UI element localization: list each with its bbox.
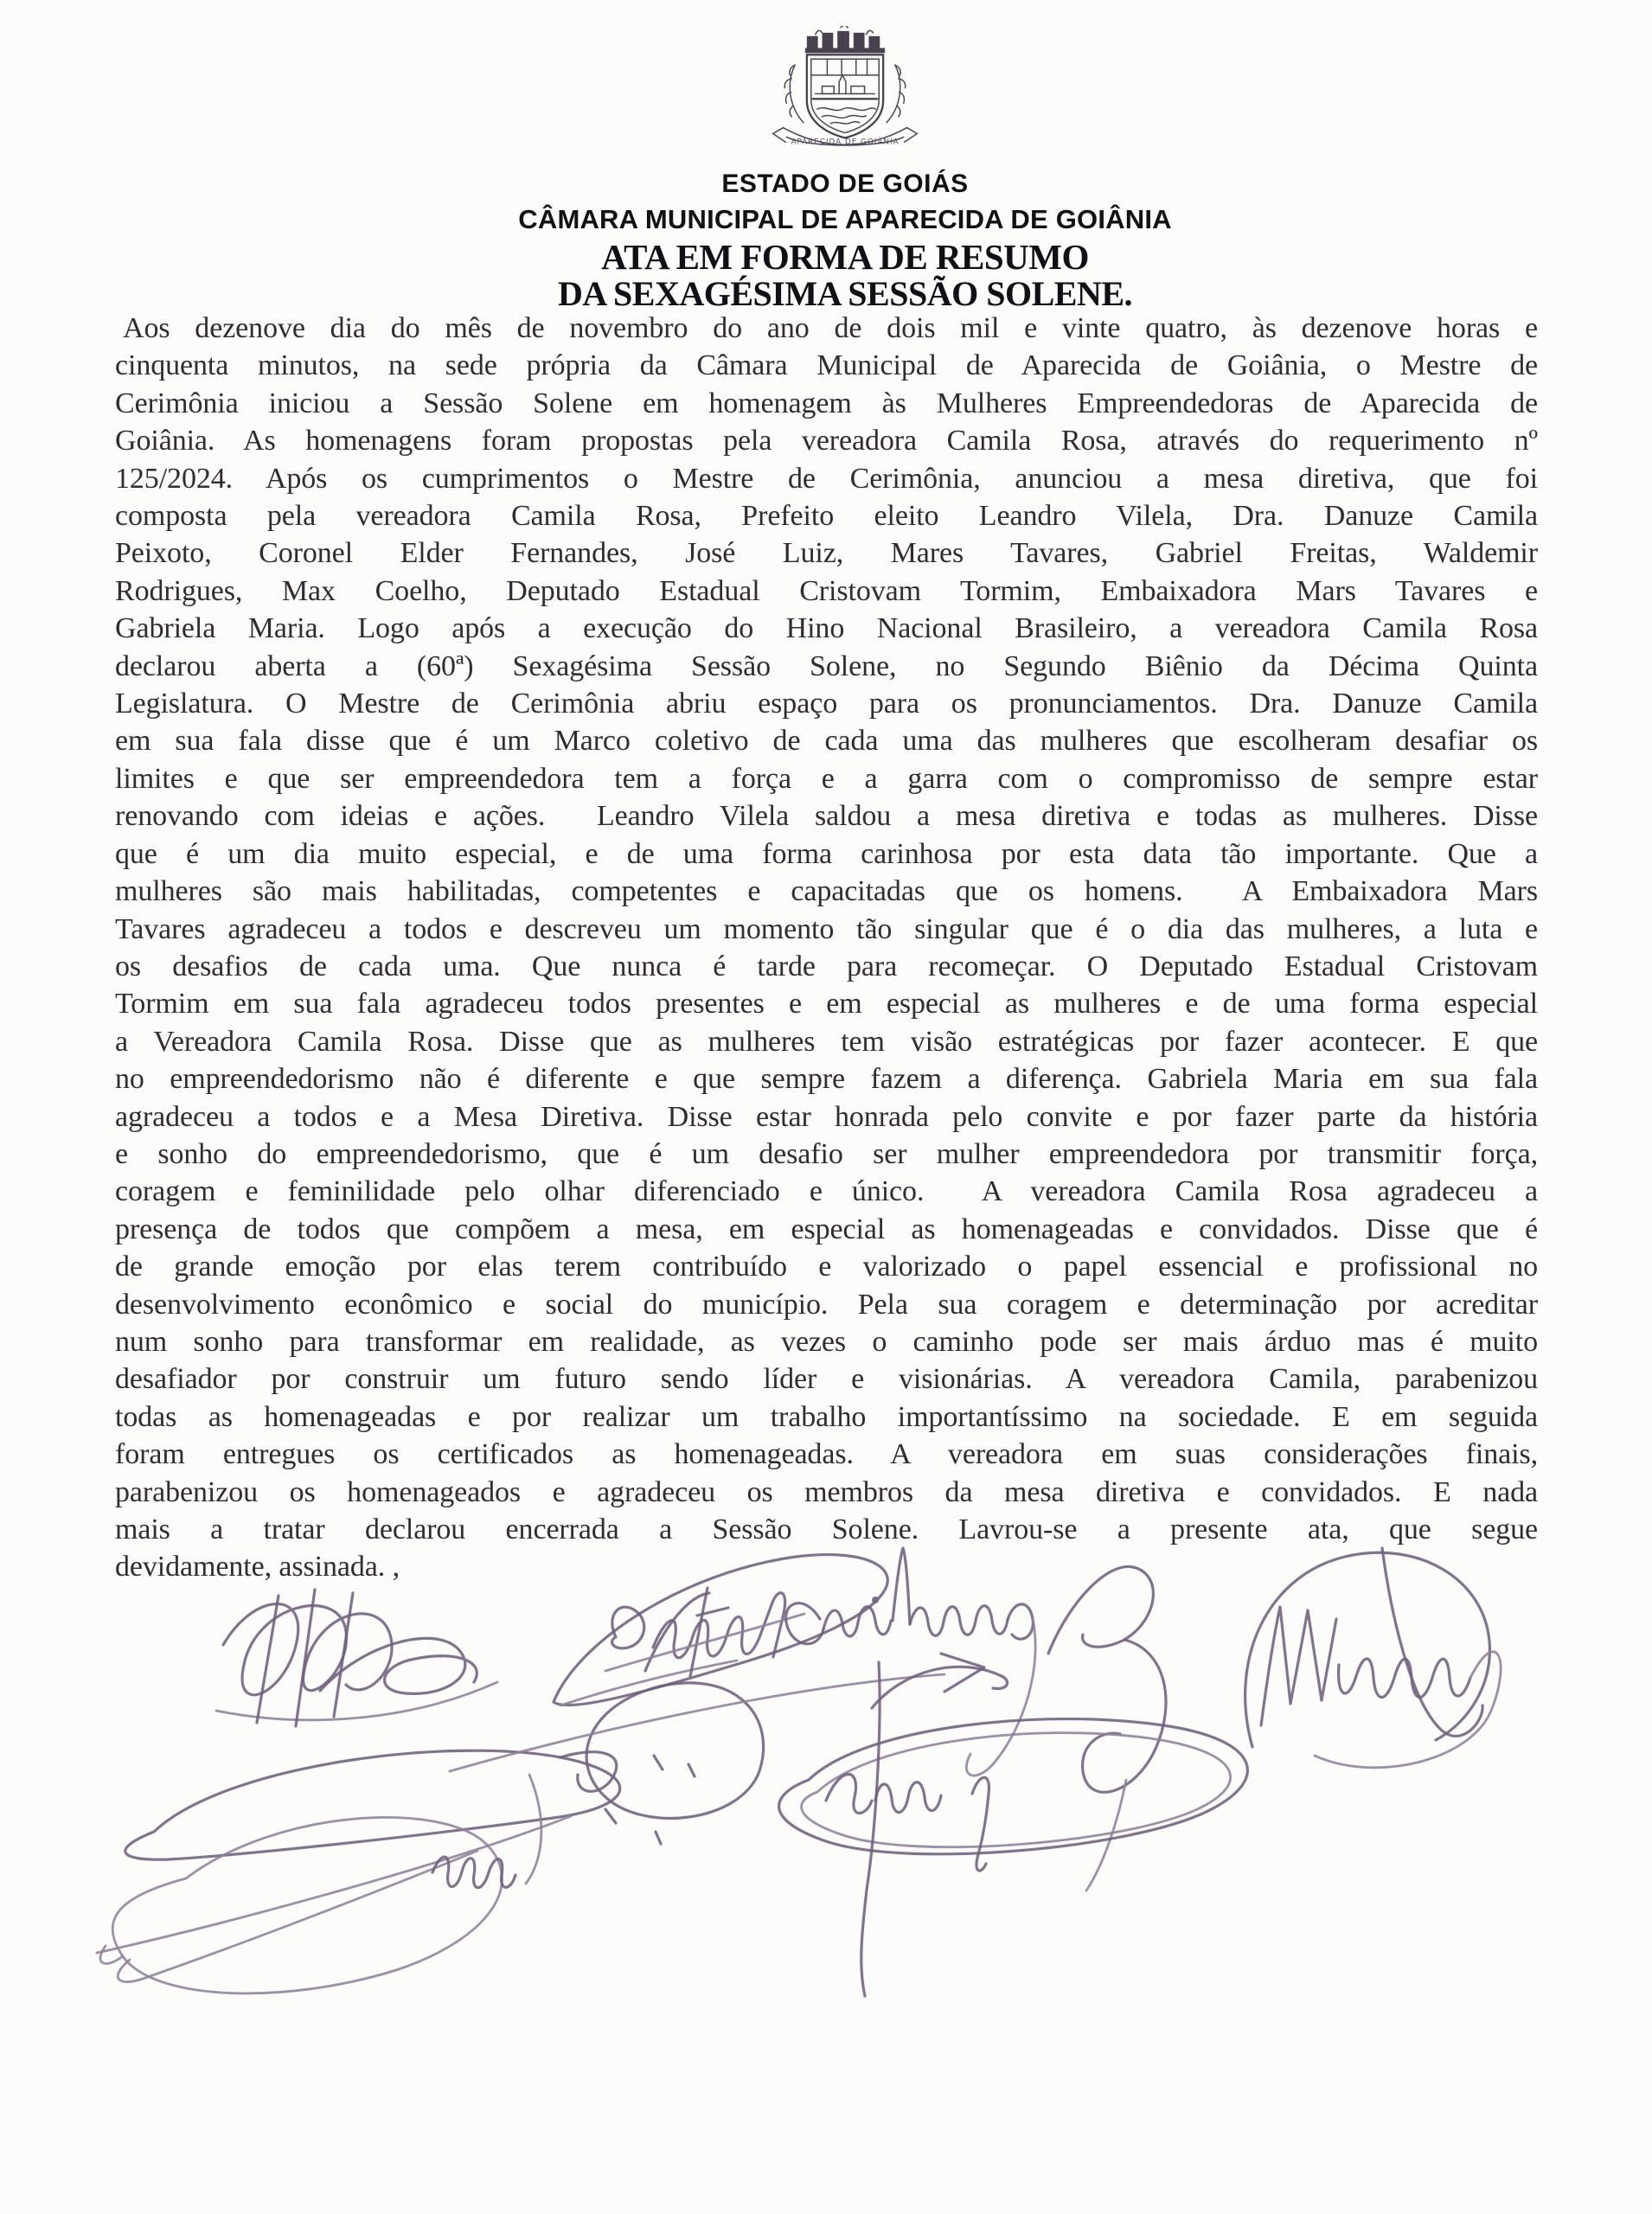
body-text-line: Peixoto, Coronel Elder Fernandes, José Luiz, Mares Tavares, Gabriel Freitas, Waldemir	[115, 537, 1538, 570]
minutes-text	[115, 310, 1538, 1586]
body-text-line: no empreendedorismo não é diferente e que sempre fazem a diferença. Gabriela Maria em sua fala	[115, 1063, 1538, 1096]
body-text-line: composta pela vereadora Camila Rosa, Prefeito eleito Leandro Vilela, Dra. Danuze Camila	[115, 500, 1538, 533]
body-text-line: Tavares agradeceu a todos e descreveu um momento tão singular que é o dia das mulheres, a luta e	[115, 912, 1538, 945]
body-text-line: num sonho para transformar em realidade, as vezes o caminho pode ser mais árduo mas é muito	[115, 1325, 1538, 1358]
body-text-line: mais a tratar declarou encerrada a Sessão Solene. Lavrou-se a presente ata, que segue	[115, 1513, 1538, 1545]
body-text-line: devidamente, assinada. ,	[115, 1551, 400, 1584]
signature-scribble-1	[216, 1590, 497, 1726]
body-text-line: Legislatura. O Mestre de Cerimônia abriu espaço para os pronunciamentos. Dra. Danuze Camila	[115, 688, 1538, 720]
body-text-line: Goiânia. As homenagens foram propostas pela vereadora Camila Rosa, através do requerimento nº	[115, 425, 1538, 458]
body-text-line: Rodrigues, Max Coelho, Deputado Estadual Cristovam Tormim, Embaixadora Mars Tavares e	[115, 574, 1538, 607]
body-text-line: parabenizou os homenageados e agradeceu os membros da mesa diretiva e convidados. E nada	[115, 1475, 1538, 1508]
body-text-line: em sua fala disse que é um Marco coletivo de cada uma das mulheres que escolheram desafiar os	[115, 725, 1538, 758]
document-title-line2: DA SEXAGÉSIMA SESSÃO SOLENE.	[557, 274, 1132, 313]
body-text-line: limites e que ser empreendedora tem a força e a garra com o compromisso de sempre estar	[115, 762, 1538, 795]
body-text-line: coragem e feminilidade pelo olhar diferenciado e único. A vereadora Camila Rosa agradeceu a	[115, 1175, 1538, 1208]
body-text-line: e sonho do empreendedorismo, que é um desafio ser mulher empreendedora por transmitir força,	[115, 1137, 1538, 1170]
body-text-line: Cerimônia iniciou a Sessão Solene em homenagem às Mulheres Empreendedoras de Aparecida de	[115, 387, 1538, 419]
crest-ribbon-text: APARECIDA DE GOIÂNIA	[791, 138, 900, 147]
signature-scribble-6	[1245, 1548, 1501, 1768]
body-text-line: presença de todos que compõem a mesa, em especial as homenageadas e convidados. Disse que é	[115, 1213, 1538, 1245]
body-text-line: de grande emoção por elas terem contribuído e valorizado o papel essencial e profissional no	[115, 1251, 1538, 1283]
body-text-line: Tormim em sua fala agradeceu todos presentes e em especial as mulheres e de uma forma especial	[115, 988, 1538, 1021]
body-text-line: todas as homenageadas e por realizar um trabalho importantíssimo na sociedade. E em seguida	[115, 1400, 1538, 1433]
letterhead	[19, 26, 1652, 313]
body-text-line: os desafios de cada uma. Que nunca é tarde para recomeçar. O Deputado Estadual Cristovam	[115, 950, 1538, 982]
signature-scribble-3	[605, 1588, 804, 1676]
body-text-line: desafiador por construir um futuro sendo líder e visionárias. A vereadora Camila, parabenizou	[115, 1363, 1538, 1396]
signatures-block	[0, 1539, 1652, 2041]
state-name: ESTADO DE GOIÁS	[721, 170, 969, 198]
body-text-line: desenvolvimento econômico e social do município. Pela sua coragem e determinação por acreditar	[115, 1288, 1538, 1321]
signature-scribble-9	[526, 1662, 1247, 1996]
signature-scribble-4	[786, 1548, 1036, 1776]
body-text-line: Aos dezenove dia do mês de novembro do ano de dois mil e vinte quatro, às dezenove horas e	[123, 312, 1538, 344]
body-text-line: cinquenta minutos, na sede própria da Câmara Municipal de Aparecida de Goiânia, o Mestre de	[115, 349, 1538, 382]
coat-of-arms-icon	[756, 26, 934, 157]
signature-scribble-7	[97, 1750, 661, 1953]
body-text-line: mulheres são mais habilitadas, competentes e capacitadas que os homens. A Embaixadora Mars	[115, 875, 1538, 908]
body-text-line: renovando com ideias e ações. Leandro Vilela saldou a mesa diretiva e todas as mulheres. Disse	[115, 800, 1538, 833]
body-text-line: 125/2024. Após os cumprimentos o Mestre de Cerimônia, anunciou a mesa diretiva, que foi	[115, 462, 1538, 495]
body-text-line: Gabriela Maria. Logo após a execução do Hino Nacional Brasileiro, a vereadora Camila Rosa	[115, 612, 1538, 645]
chamber-name: CÂMARA MUNICIPAL DE APARECIDA DE GOIÂNIA	[518, 204, 1172, 234]
signature-scribble-2	[554, 1555, 887, 1705]
body-text-line: agradeceu a todos e a Mesa Diretiva. Disse estar honrada pelo convite e por fazer parte da história	[115, 1100, 1538, 1133]
document-title-line1: ATA EM FORMA DE RESUMO	[601, 237, 1089, 277]
signature-scribble-10	[100, 1817, 515, 1993]
body-text-line: foram entregues os certificados as homenageadas. A vereadora em suas considerações finais,	[115, 1438, 1538, 1471]
body-text-line: declarou aberta a (60ª) Sexagésima Sessão Solene, no Segundo Biênio da Décima Quinta	[115, 649, 1538, 682]
signature-scribble-5	[1048, 1566, 1166, 1891]
body-text-line: a Vereadora Camila Rosa. Disse que as mulheres tem visão estratégicas por fazer acontecer. E que	[115, 1025, 1538, 1058]
body-text-line: que é um dia muito especial, e de uma forma carinhosa por esta data tão importante. Que a	[115, 837, 1538, 870]
